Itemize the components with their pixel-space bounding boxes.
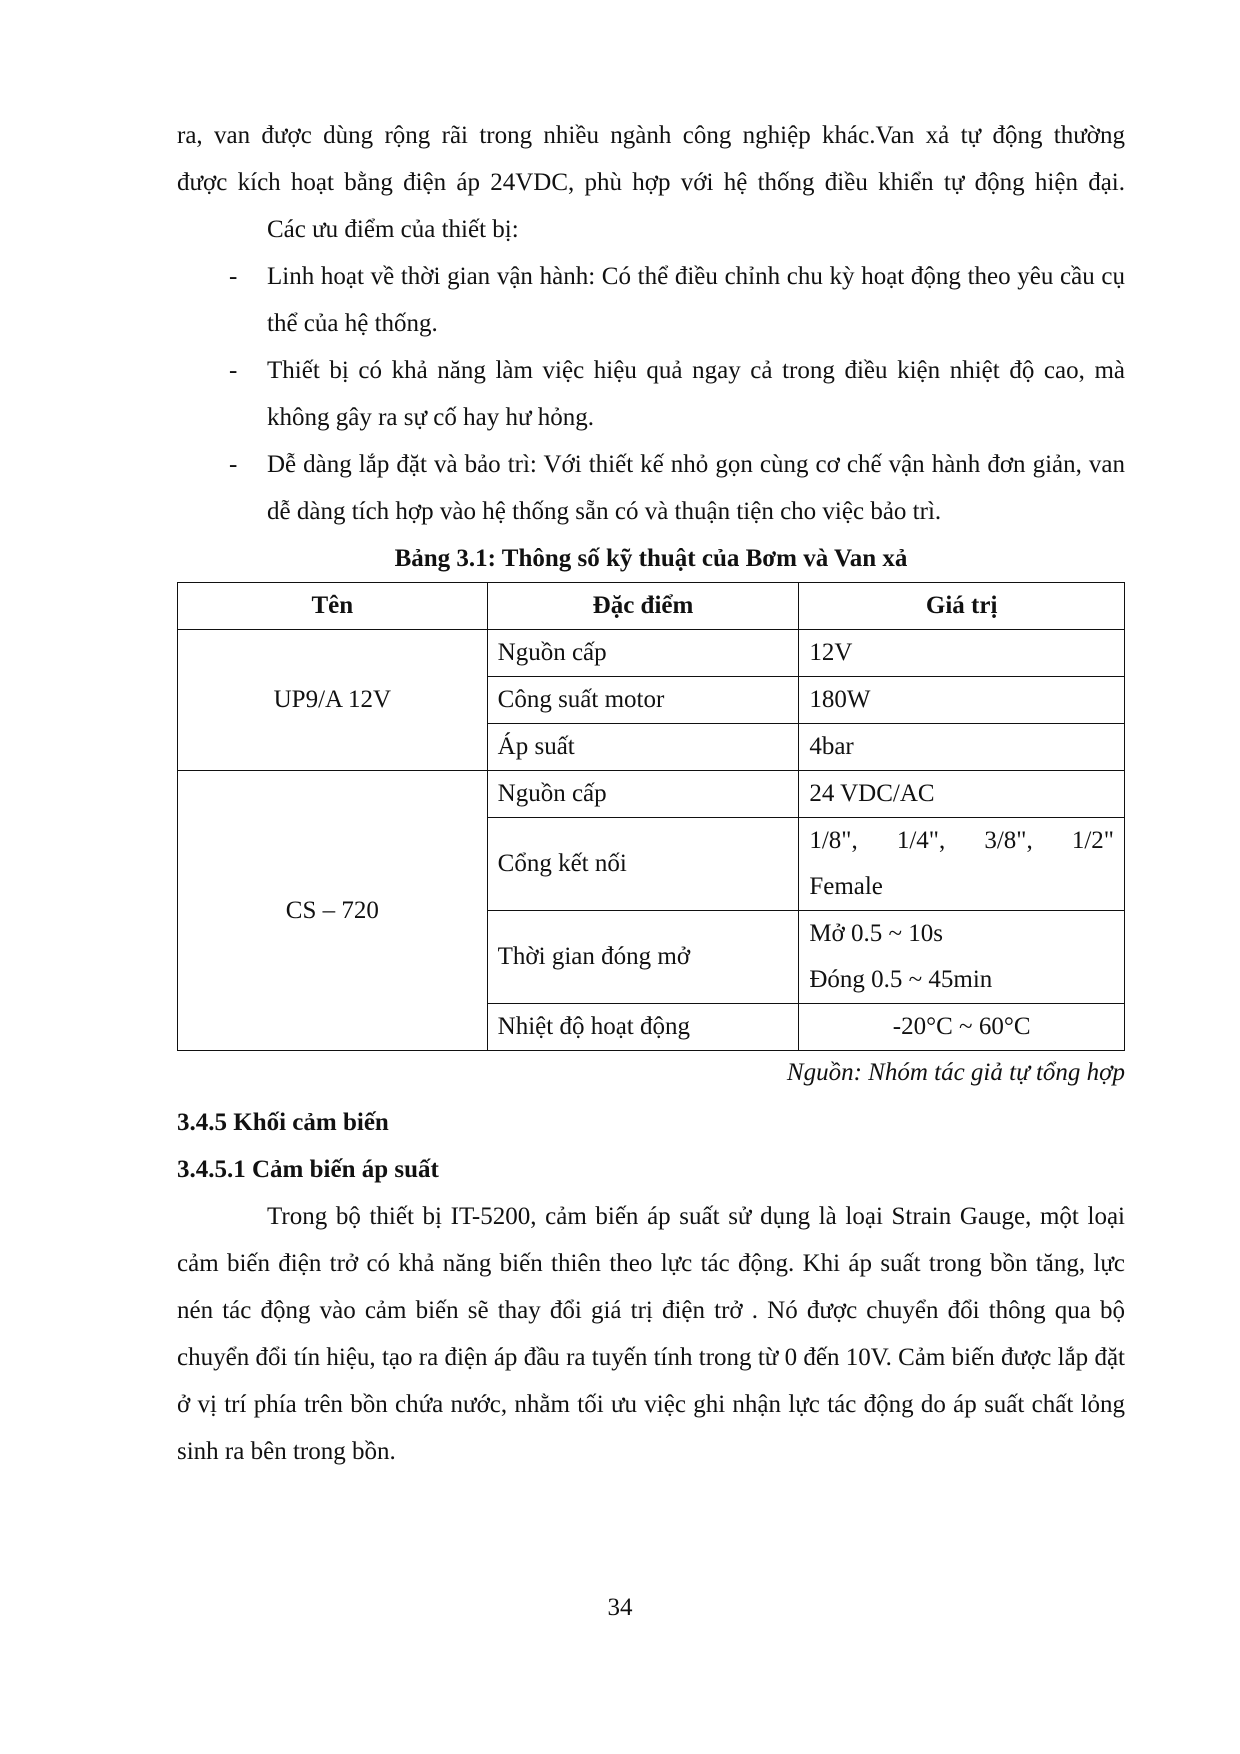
paragraph-line: ra, van được dùng rộng rãi trong nhiều ngành công nghiệp khác.Van xả tự động thường [177, 122, 1125, 149]
value-cell: -20°C ~ 60°C [799, 1004, 1125, 1051]
body-paragraph: Trong bộ thiết bị IT-5200, cảm biến áp suất sử dụng là loại Strain Gauge, một loại cảm biến điện trở có khả năng biến thiên theo lực tác động. Khi áp suất trong bồn tăng, lực nén tác động vào cảm biến sẽ thay đổi giá trị điện trở . Nó được chuyển đổi thông qua bộ chuyển đổi tín hiệu, tạo ra điện áp đầu ra tuyến tính trong từ 0 đến 10V. Cảm biến được lắp đặt ở vị trí phía trên bồn chứa nước, nhằm tối ưu việc ghi nhận lực tác động do áp suất chất lỏng sinh ra bên trong bồn. [177, 1203, 1125, 1465]
list-item-text: Dễ dàng lắp đặt và bảo trì: Với thiết kế nhỏ gọn cùng cơ chế vận hành đơn giản, van dễ dàng tích hợp vào hệ thống sẵn có và thuận tiện cho việc bảo trì. [267, 451, 1125, 525]
value-cell [799, 818, 1125, 911]
feature-cell: Thời gian đóng mở [487, 911, 799, 1004]
list-item [177, 347, 1125, 441]
feature-cell: Nhiệt độ hoạt động [487, 1004, 799, 1051]
value-line: Female [809, 873, 883, 900]
value-cell: 4bar [799, 724, 1125, 771]
value-line: Đóng 0.5 ~ 45min [809, 966, 993, 993]
dash-bullet: - [229, 263, 238, 290]
value-cell [799, 911, 1125, 1004]
value-cell: 12V [799, 630, 1125, 677]
advantages-list [177, 253, 1125, 535]
advantages-intro: Các ưu điểm của thiết bị: [267, 216, 519, 243]
value-line: 1/8", 1/4", 3/8", 1/2" [809, 827, 1114, 854]
section-heading: 3.4.5 Khối cảm biến [177, 1109, 389, 1136]
feature-cell: Áp suất [487, 724, 799, 771]
list-item-text: Thiết bị có khả năng làm việc hiệu quả ngay cả trong điều kiện nhiệt độ cao, mà không gây ra sự cố hay hư hỏng. [267, 357, 1125, 431]
value-cell: 24 VDC/AC [799, 771, 1125, 818]
spec-table [177, 582, 1125, 1051]
dash-bullet: - [229, 357, 238, 384]
value-line: Mở 0.5 ~ 10s [809, 920, 944, 947]
feature-cell: Nguồn cấp [487, 630, 799, 677]
subsection-heading: 3.4.5.1 Cảm biến áp suất [177, 1156, 439, 1183]
page-number: 34 [607, 1594, 633, 1621]
feature-cell: Nguồn cấp [487, 771, 799, 818]
table-row [178, 771, 1125, 818]
feature-cell: Cổng kết nối [487, 818, 799, 911]
column-header-value: Giá trị [799, 583, 1125, 630]
column-header-name: Tên [178, 583, 488, 630]
table-header-row [178, 583, 1125, 630]
feature-cell: Công suất motor [487, 677, 799, 724]
device-name-cell: UP9/A 12V [178, 630, 488, 771]
dash-bullet: - [229, 451, 238, 478]
table-source-note: Nguồn: Nhóm tác giả tự tổng hợp [786, 1059, 1125, 1086]
list-item [177, 441, 1125, 535]
column-header-feature: Đặc điểm [487, 583, 799, 630]
value-cell: 180W [799, 677, 1125, 724]
table-caption: Bảng 3.1: Thông số kỹ thuật của Bơm và Van xả [394, 545, 908, 572]
table-row [178, 630, 1125, 677]
device-name-cell: CS – 720 [178, 771, 488, 1051]
paragraph-line: được kích hoạt bằng điện áp 24VDC, phù hợp với hệ thống điều khiển tự động hiện đại. [177, 169, 1125, 196]
list-item-text: Linh hoạt về thời gian vận hành: Có thể điều chỉnh chu kỳ hoạt động theo yêu cầu cụ thể của hệ thống. [267, 263, 1125, 337]
list-item [177, 253, 1125, 347]
page-content [177, 112, 1125, 1475]
